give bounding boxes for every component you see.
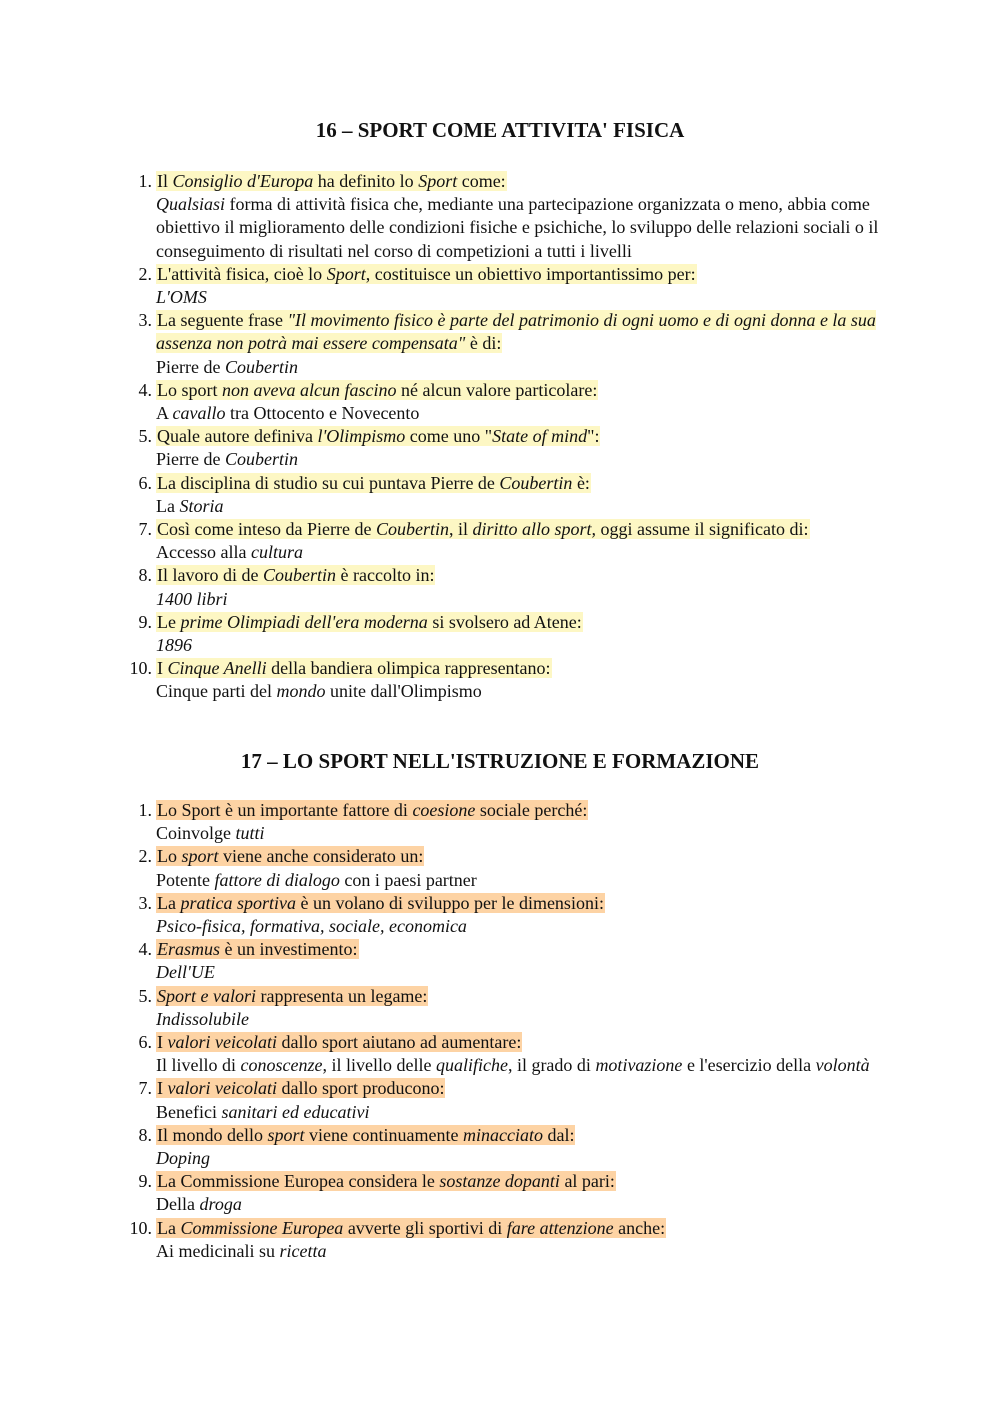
text-run: droga xyxy=(199,1194,242,1215)
text-run: "Il movimento fisico è parte del patrimonio di ogni uomo e di ogni donna e la sua assenza non potrà mai essere compensata" xyxy=(156,310,876,354)
item-body xyxy=(156,938,900,984)
text-run: , il livello delle xyxy=(322,1055,436,1076)
question-text xyxy=(156,1218,666,1238)
list-item xyxy=(0,564,1000,610)
answer-text xyxy=(156,286,900,309)
item-number: 6. xyxy=(138,1032,152,1053)
list-item xyxy=(0,518,1000,564)
text-run: Coinvolge xyxy=(156,823,236,844)
text-run: l'Olimpismo xyxy=(317,426,406,447)
text-run: e l'esercizio della xyxy=(682,1055,816,1076)
list-item xyxy=(0,170,1000,263)
text-run: , il xyxy=(448,519,473,540)
item-body xyxy=(156,1124,900,1170)
question-text xyxy=(156,1171,616,1191)
text-run: Così come inteso da Pierre de xyxy=(157,519,376,540)
item-body xyxy=(156,799,900,845)
question-text xyxy=(156,473,591,493)
text-run: è raccolto in: xyxy=(336,565,435,586)
item-body xyxy=(156,1031,900,1077)
question-list xyxy=(0,170,1000,704)
text-run: valori veicolati xyxy=(167,1032,277,1053)
item-body xyxy=(156,379,900,425)
question-text xyxy=(156,846,424,866)
answer-text xyxy=(156,588,900,611)
text-run: Coubertin xyxy=(224,356,298,377)
item-body xyxy=(156,564,900,610)
text-run: con i paesi partner xyxy=(339,869,477,890)
text-run: I xyxy=(157,658,168,679)
answer-text xyxy=(156,1101,900,1124)
answer-text xyxy=(156,1240,900,1263)
text-run: Il mondo dello xyxy=(157,1124,268,1145)
list-item xyxy=(0,1124,1000,1170)
item-body xyxy=(156,425,900,471)
item-number: 7. xyxy=(138,519,152,540)
item-number: 8. xyxy=(138,1124,152,1145)
question-text xyxy=(156,1078,445,1098)
text-run: valori veicolati xyxy=(167,1078,277,1099)
question-text xyxy=(156,519,810,539)
answer-text xyxy=(156,356,900,379)
text-run: dallo sport aiutano ad aumentare: xyxy=(276,1032,522,1053)
list-item xyxy=(0,892,1000,938)
text-run: cavallo xyxy=(172,403,226,424)
item-number: 3. xyxy=(138,892,152,913)
text-run: coesione xyxy=(412,800,476,820)
answer-text xyxy=(156,634,900,657)
question-text xyxy=(156,565,435,585)
item-number: 9. xyxy=(138,611,152,632)
item-number: 7. xyxy=(138,1078,152,1099)
item-number: 4. xyxy=(138,379,152,400)
text-run: anche: xyxy=(613,1217,666,1238)
text-run: Benefici xyxy=(156,1101,222,1122)
list-item xyxy=(0,845,1000,891)
text-run: Dell'UE xyxy=(156,962,215,983)
answer-text xyxy=(156,495,900,518)
list-item xyxy=(0,1170,1000,1216)
text-run: è di: xyxy=(465,333,502,354)
item-body xyxy=(156,611,900,657)
text-run: Lo sport xyxy=(157,379,222,400)
text-run: è: xyxy=(572,472,590,493)
text-run: motivazione xyxy=(595,1055,683,1076)
text-run: non aveva alcun fascino xyxy=(222,379,397,400)
list-item xyxy=(0,1077,1000,1123)
text-run: né alcun valore particolare: xyxy=(396,379,598,400)
text-run: Le xyxy=(157,611,181,632)
text-run: Indissolubile xyxy=(156,1008,249,1029)
list-item xyxy=(0,379,1000,425)
text-run: , costituisce un obiettivo importantissimo per: xyxy=(365,263,696,284)
question-text xyxy=(156,426,600,446)
text-run: Potente xyxy=(156,869,215,890)
text-run: Storia xyxy=(179,495,224,516)
text-run: pratica sportiva xyxy=(180,892,296,913)
item-body xyxy=(156,1217,900,1263)
text-run: tutti xyxy=(235,823,265,844)
question-text xyxy=(156,264,697,284)
question-text xyxy=(156,612,583,632)
item-body xyxy=(156,170,900,263)
text-run: al pari: xyxy=(559,1171,615,1192)
text-run: L'OMS xyxy=(156,287,207,308)
question-text xyxy=(156,800,588,820)
item-body xyxy=(156,1077,900,1123)
text-run: tra Ottocento e Novecento xyxy=(225,403,420,424)
text-run: Commissione Europea xyxy=(180,1217,344,1238)
list-item xyxy=(0,938,1000,984)
text-run: prime Olimpiadi dell'era moderna xyxy=(180,611,428,632)
list-item xyxy=(0,799,1000,845)
answer-text xyxy=(156,1054,900,1077)
text-run: A xyxy=(156,403,173,424)
text-run: diritto allo sport, xyxy=(472,519,597,540)
question-text xyxy=(156,1125,575,1145)
item-body xyxy=(156,309,900,379)
answer-text xyxy=(156,822,900,845)
question-text xyxy=(156,310,876,353)
list-item xyxy=(0,309,1000,379)
answer-text xyxy=(156,402,900,425)
text-run: Coubertin xyxy=(499,472,573,493)
answer-text xyxy=(156,680,900,703)
text-run: 1896 xyxy=(156,635,192,656)
text-run: conoscenze xyxy=(240,1055,323,1076)
list-item xyxy=(0,1217,1000,1263)
list-item xyxy=(0,425,1000,471)
text-run: 1400 libri xyxy=(156,588,228,609)
text-run: minacciato xyxy=(462,1124,543,1145)
text-run: cultura xyxy=(250,542,303,563)
list-item xyxy=(0,472,1000,518)
text-run: sport xyxy=(267,1124,305,1145)
answer-text xyxy=(156,448,900,471)
text-run: ": xyxy=(587,426,600,447)
text-run: ricetta xyxy=(279,1240,327,1261)
text-run: Coubertin xyxy=(224,449,298,470)
answer-text xyxy=(156,193,900,263)
text-run: viene anche considerato un: xyxy=(218,846,424,867)
text-run: I xyxy=(157,1032,168,1053)
text-run: Consiglio d'Europa xyxy=(172,171,314,191)
text-run: avverte gli sportivi di xyxy=(343,1217,507,1238)
text-run: Cinque parti del xyxy=(156,681,277,702)
text-run: Doping xyxy=(156,1148,210,1169)
item-body xyxy=(156,518,900,564)
item-body xyxy=(156,657,900,703)
text-run: fattore di dialogo xyxy=(214,869,340,890)
text-run: Quale autore definiva xyxy=(157,426,318,447)
text-run: dallo sport producono: xyxy=(276,1078,445,1099)
section-title: 16 – SPORT COME ATTIVITA' FISICA xyxy=(315,118,685,142)
text-run: Il livello di xyxy=(156,1055,241,1076)
text-run: Qualsiasi xyxy=(156,194,226,215)
item-number: 2. xyxy=(138,846,152,867)
item-number: 5. xyxy=(138,426,152,447)
text-run: La Commissione Europea considera le xyxy=(157,1171,440,1192)
question-text xyxy=(156,380,598,400)
question-text xyxy=(156,171,507,191)
text-run: Lo Sport è un importante fattore di xyxy=(157,800,413,820)
answer-text xyxy=(156,1147,900,1170)
text-run: come uno " xyxy=(405,426,493,447)
answer-text xyxy=(156,541,900,564)
item-number: 2. xyxy=(138,263,152,284)
item-number: 9. xyxy=(138,1171,152,1192)
list-item xyxy=(0,611,1000,657)
text-run: Sport xyxy=(326,263,366,284)
text-run: della bandiera olimpica rappresentano: xyxy=(266,658,551,679)
item-number: 6. xyxy=(138,472,152,493)
answer-text xyxy=(156,869,900,892)
text-run: La disciplina di studio su cui puntava Pierre de xyxy=(157,472,500,493)
text-run: Erasmus xyxy=(157,939,221,960)
item-body xyxy=(156,1170,900,1216)
item-body xyxy=(156,845,900,891)
list-item xyxy=(0,985,1000,1031)
text-run: dal: xyxy=(542,1124,575,1145)
text-run: sport xyxy=(181,846,219,867)
item-number: 3. xyxy=(138,310,152,331)
text-run: Ai medicinali su xyxy=(156,1240,280,1261)
text-run: unite dall'Olimpismo xyxy=(325,681,482,702)
text-run: Lo xyxy=(157,846,182,867)
text-run: Della xyxy=(156,1194,200,1215)
text-run: ha definito lo xyxy=(313,171,419,191)
question-text xyxy=(156,986,428,1006)
text-run: Sport xyxy=(418,171,458,191)
text-run: , il grado di xyxy=(507,1055,596,1076)
question-text xyxy=(156,939,359,959)
text-run: La xyxy=(157,1217,181,1238)
text-run: oggi assume il significato di: xyxy=(596,519,809,540)
text-run: è un volano di sviluppo per le dimensioni: xyxy=(295,892,604,913)
text-run: fare attenzione xyxy=(506,1217,614,1238)
text-run: La xyxy=(157,892,181,913)
text-run: La xyxy=(156,495,180,516)
text-run: mondo xyxy=(276,681,326,702)
text-run: sociale perché: xyxy=(475,800,588,820)
text-run: L'attività fisica, cioè lo xyxy=(157,263,327,284)
answer-text xyxy=(156,1193,900,1216)
text-run: come: xyxy=(457,171,506,191)
list-item xyxy=(0,1031,1000,1077)
question-text xyxy=(156,1032,522,1052)
text-run: I xyxy=(157,1078,168,1099)
answer-text xyxy=(156,961,900,984)
item-number: 8. xyxy=(138,565,152,586)
list-item xyxy=(0,657,1000,703)
item-number: 1. xyxy=(138,171,152,191)
text-run: sostanze dopanti xyxy=(439,1171,560,1192)
text-run: rappresenta un legame: xyxy=(256,985,428,1006)
item-number: 4. xyxy=(138,939,152,960)
text-run: Psico-fisica, formativa, sociale, economica xyxy=(156,916,467,937)
text-run: Cinque Anelli xyxy=(167,658,267,679)
section-title: 17 – LO SPORT NELL'ISTRUZIONE E FORMAZIONE xyxy=(240,749,760,773)
item-number: 10. xyxy=(129,1217,152,1238)
item-body xyxy=(156,263,900,309)
text-run: Coubertin xyxy=(375,519,449,540)
text-run: si svolsero ad Atene: xyxy=(427,611,582,632)
text-run: qualifiche xyxy=(435,1055,508,1076)
answer-text xyxy=(156,915,900,938)
item-body xyxy=(156,472,900,518)
question-text xyxy=(156,893,605,913)
text-run: forma di attività fisica che, mediante una partecipazione organizzata o meno, abbia come obiettivo il miglioramento delle condizioni fisiche e psichiche, lo sviluppo delle relazioni sociali o il conseguimento di risultati nel corso di competizioni a tutti i livelli xyxy=(156,194,879,261)
text-run: State of mind xyxy=(492,426,588,447)
text-run: Pierre de xyxy=(156,449,225,470)
question-list xyxy=(0,799,1000,1263)
item-number: 10. xyxy=(129,658,152,679)
text-run: sanitari ed educativi xyxy=(221,1101,370,1122)
text-run: Sport e valori xyxy=(157,985,256,1006)
item-body xyxy=(156,985,900,1031)
text-run: volontà xyxy=(815,1055,870,1076)
text-run: viene continuamente xyxy=(304,1124,463,1145)
text-run: Il xyxy=(157,171,173,191)
item-body xyxy=(156,892,900,938)
text-run: Pierre de xyxy=(156,356,225,377)
text-run: La seguente frase xyxy=(157,310,288,331)
list-item xyxy=(0,263,1000,309)
item-number: 5. xyxy=(138,985,152,1006)
text-run: è un investimento: xyxy=(220,939,358,960)
item-number: 1. xyxy=(138,800,152,820)
text-run: Accesso alla xyxy=(156,542,251,563)
answer-text xyxy=(156,1008,900,1031)
text-run: Il lavoro di de xyxy=(157,565,263,586)
question-text xyxy=(156,658,552,678)
text-run: Coubertin xyxy=(262,565,336,586)
